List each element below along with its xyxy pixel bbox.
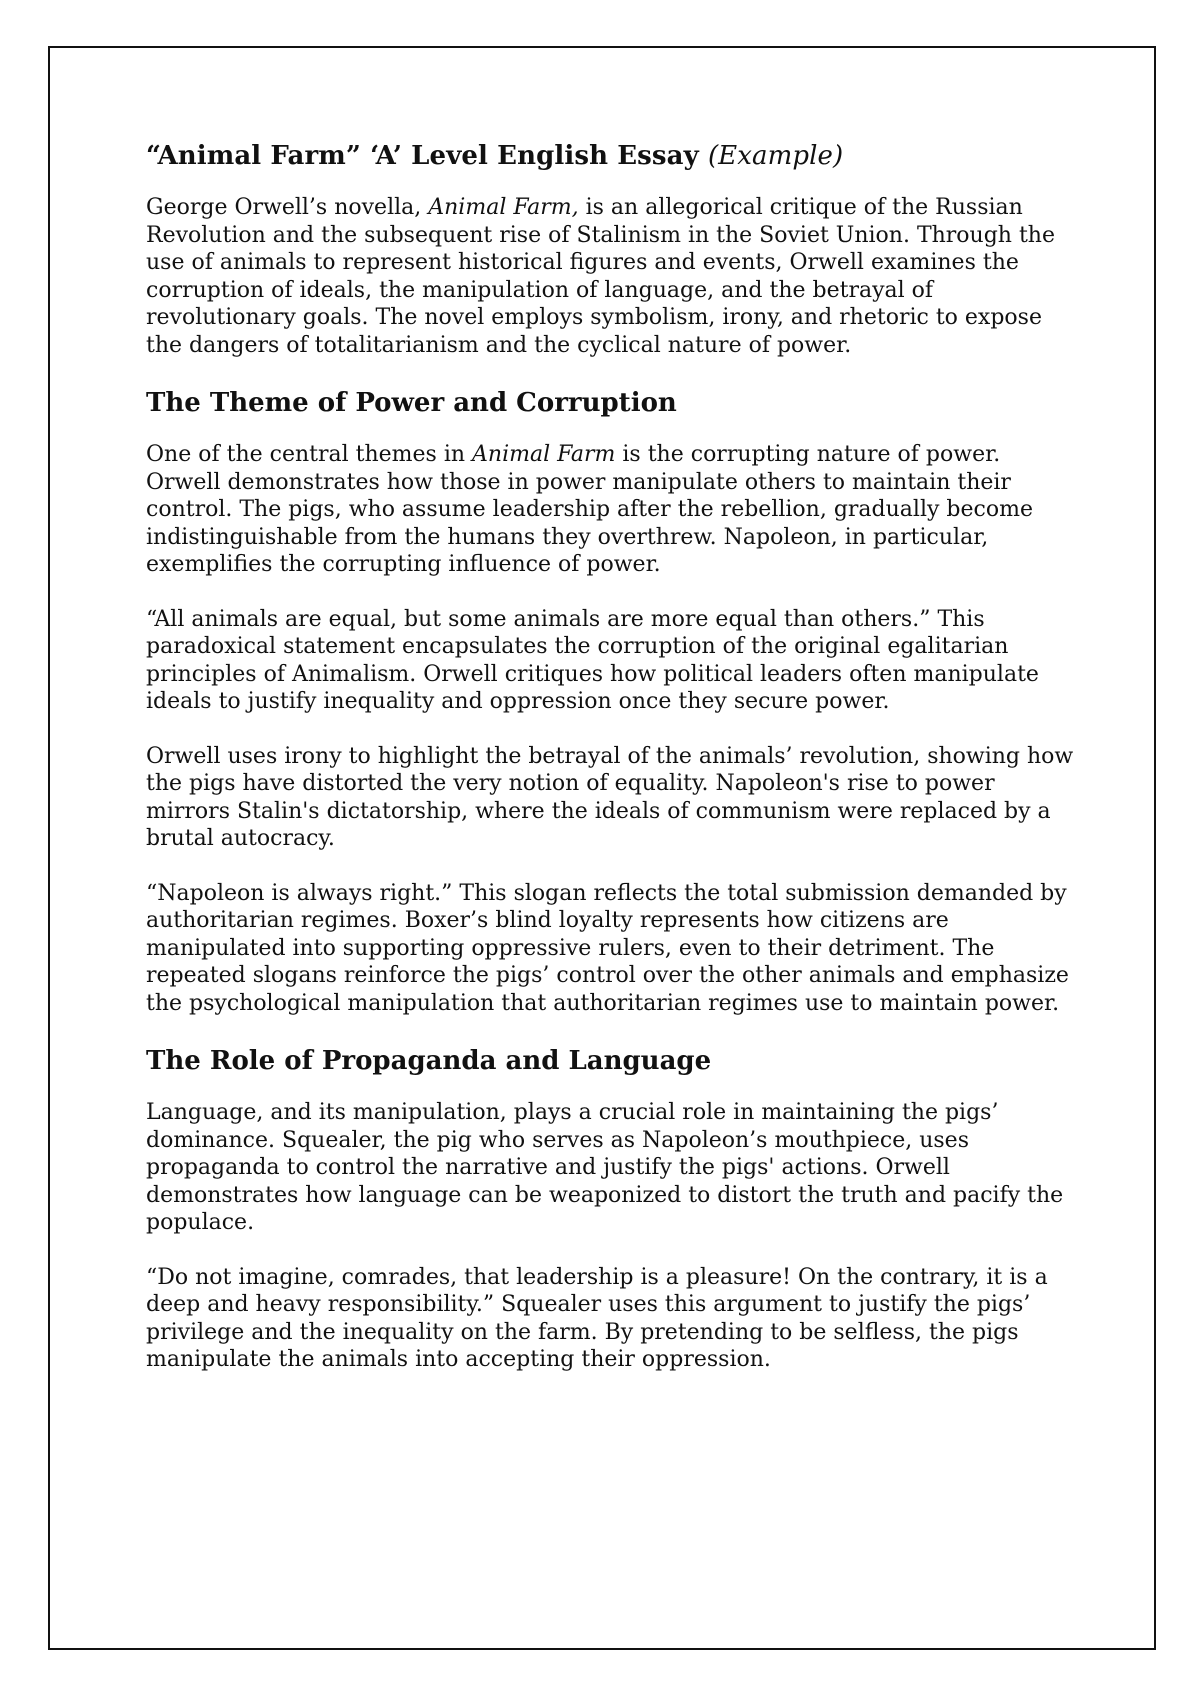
propaganda-paragraph-2: “Do not imagine, comrades, that leadership is a pleasure! On the contrary, it is a deep and heavy responsibility.” Squealer uses this argument to justify the pigs’ privilege and the inequality on the farm. By pretending to be selfless, the pigs manipulate the animals into accepting their oppression. <box>146 1264 1048 1372</box>
document-title <box>146 140 1076 172</box>
document-title-main: “Animal Farm” ‘A’ Level English Essay <box>146 141 699 171</box>
section-heading-propaganda: The Role of Propaganda and Language <box>146 1046 712 1076</box>
document-title-note: (Example) <box>707 141 844 171</box>
intro-text-start: George Orwell’s novella, <box>146 195 429 220</box>
power-p1-book-title: Animal Farm <box>472 442 616 467</box>
intro-book-title: Animal Farm, <box>428 195 579 220</box>
power-p1-end: is the corrupting nature of power. Orwell demonstrates how those in power manipulate others to maintain their control. The pigs, who assume leadership after the rebellion, gradually become indistinguishable from the humans they overthrew. Napoleon, in particular, exemplifies the corrupting influence of power. <box>146 442 1033 577</box>
intro-paragraph <box>146 194 1076 359</box>
power-paragraph-4: “Napoleon is always right.” This slogan reflects the total submission demanded by authoritarian regimes. Boxer’s blind loyalty represents how citizens are manipulated into supporting oppressive rulers, even to their detriment. The repeated slogans reinforce the pigs’ control over the other animals and emphasize the psychological manipulation that authoritarian regimes use to maintain power. <box>146 880 1069 1016</box>
intro-text-rest: is an allegorical critique of the Russian Revolution and the subsequent rise of Stalinism in the Soviet Union. Through the use of animals to represent historical figures and events, Orwell examines the corruption of ideals, the manipulation of language, and the betrayal of revolutionary goals. The novel employs symbolism, irony, and rhetoric to expose the dangers of totalitarianism and the cyclical nature of power. <box>146 195 1055 358</box>
power-paragraph-3: Orwell uses irony to highlight the betrayal of the animals’ revolution, showing how the pigs have distorted the very notion of equality. Napoleon's rise to power mirrors Stalin's dictatorship, where the ideals of communism were replaced by a brutal autocracy. <box>146 743 1074 851</box>
propaganda-paragraph-1: Language, and its manipulation, plays a crucial role in maintaining the pigs’ dominance. Squealer, the pig who serves as Napoleon’s mouthpiece, uses propaganda to control the narrative and justify the pigs' actions. Orwell demonstrates how language can be weaponized to distort the truth and pacify the populace. <box>146 1100 1064 1235</box>
power-p1-start: One of the central themes in <box>146 442 473 467</box>
section-heading-power: The Theme of Power and Corruption <box>146 388 677 418</box>
power-paragraph-2: “All animals are equal, but some animals are more equal than others.” This paradoxical statement encapsulates the corruption of the original egalitarian principles of Animalism. Orwell critiques how political leaders often manipulate ideals to justify inequality and oppression once they secure power. <box>146 606 1039 714</box>
essay-body <box>146 140 1076 1401</box>
power-paragraph-1 <box>146 441 1076 579</box>
